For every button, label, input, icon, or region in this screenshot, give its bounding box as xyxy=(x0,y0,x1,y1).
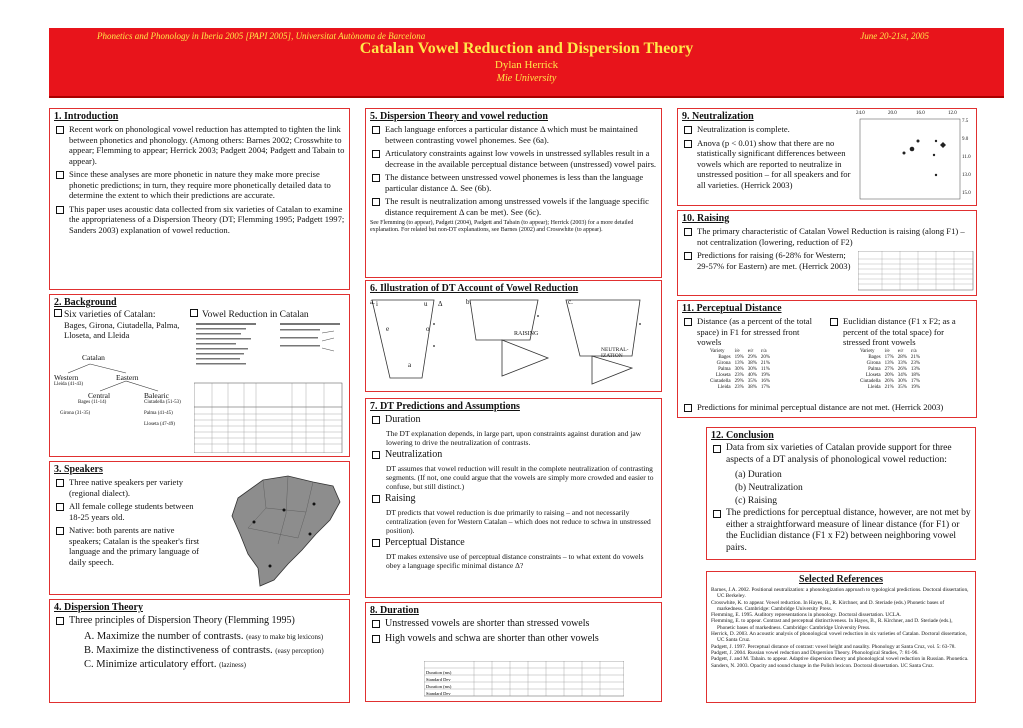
list-item: Distance (as a percent of the total space) in F1 for stressed front vowels xyxy=(682,316,822,348)
section-introduction xyxy=(49,108,350,290)
duration-table xyxy=(424,661,624,697)
conclusion-item: (a) Duration xyxy=(735,470,782,480)
list-item: The predictions for perceptual distance, however, are not met by either a straightforward measure of linear distance (for F1) or the Euclidian distance (F1 x F2) between neighboring vowel pairs. xyxy=(711,508,971,554)
f1-distance-table: Variety i/e e/ɛ ɛ/a Bages 19% 29% 20% Girona 13% 38% 21% Palma 30% 30% 11% Lloseta 23% 40% 19% Ciutadella 29% 35% 16% Lleida 23% 38% 17% xyxy=(710,348,771,390)
section-background xyxy=(49,294,350,457)
footnote: See Flemming (to appear), Padgett (2004), Padgett and Tabain (to appear); Herrick (2003) for a more detailed explanation. For related but non-DT explanations, see Barnes (2002) and Crosswhite (to appear). xyxy=(370,220,634,233)
section-title: 6. Illustration of DT Account of Vowel Reduction xyxy=(370,283,579,294)
summary-table-graphic xyxy=(194,381,344,453)
prediction-neutralization: Neutralization xyxy=(370,449,657,461)
section-speakers xyxy=(49,461,350,595)
prediction-text: DT makes extensive use of perceptual distance constraints – to what extent do vowels obey a language specific minimal distance Δ? xyxy=(386,552,644,570)
raising-label: RAISING xyxy=(514,331,539,337)
list-item: This paper uses acoustic data collected from six varieties of Catalan to examine the appropriateness of a Dispersion Theory (DT; Flemming 1995; Padgett 1997; Sanders 2003) explanation of vowel reduction. xyxy=(54,204,345,236)
section-title: 10. Raising xyxy=(682,213,730,224)
list-item: The result is neutralization among unstressed vowels if the language specific distance requirement Δ can be met). See (6c). xyxy=(370,196,657,217)
section-title: 5. Dispersion Theory and vowel reduction xyxy=(370,111,548,122)
list-item: All female college students between 18-25 years old. xyxy=(54,501,204,522)
dt-illustration-graphic xyxy=(370,296,658,386)
dialect-tree xyxy=(54,351,189,451)
duration-row-label: Standard Dev xyxy=(426,691,451,696)
section-dt-predictions xyxy=(365,398,662,598)
duration-row-label: Standard Dev xyxy=(426,677,451,682)
references-title: Selected References xyxy=(799,574,883,585)
section-title: 8. Duration xyxy=(370,605,419,616)
section-perceptual-distance xyxy=(677,300,977,418)
section-title: 12. Conclusion xyxy=(711,430,774,441)
section-title: 11. Perceptual Distance xyxy=(682,303,782,314)
prediction-text: The DT explanation depends, in large part, upon constraints against duration and jaw lowering to drive the neutralization of contrasts. xyxy=(386,429,642,447)
reference: Flemming, E. to appear. Contrast and perceptual distinctiveness. In Hayes, B., R. Kirchner, and D. Steriade (eds.), Phonetic bases of markedness. Cambridge: Cambridge University Press. xyxy=(711,618,953,631)
principle-b: B. Maximize the distinctiveness of contrasts. (easy perception) xyxy=(84,645,324,656)
list-item: Native: both parents are native speakers; Catalan is the speaker's first language and the primary language of daily speech. xyxy=(54,525,204,567)
panel-a-label: a. xyxy=(370,298,375,306)
conference-name: Phonetics and Phonology in Iberia 2005 [PAPI 2005], Universitat Autònoma de Barcelona xyxy=(97,31,426,41)
list-item: Data from six varieties of Catalan provide support for three aspects of a DT analysis of phonological vowel reduction: xyxy=(711,443,971,466)
reference: Barnes, J.A. 2002. Positional neutralization: a phonologization approach to typological predictions. Doctoral dissertation, UC Berkeley. xyxy=(711,587,969,600)
list-item: Recent work on phonological vowel reduction has attempted to tighten the link between phonetics and phonology. (Among others: Barnes 2002; Crosswhite to appear; Flemming to appear; Herrick 2003; Padgett 2004; Padgett and Tabain to appear). xyxy=(54,124,345,166)
axis-tick: 9.0 xyxy=(962,137,969,142)
reference: Sanders, N. 2003. Opacity and sound change in the Polish lexicon. Doctoral dissertation. UC Santa Cruz. xyxy=(711,662,934,669)
varieties-list: Bages, Girona, Ciutadella, Palma, Lloseta, and Lleida xyxy=(64,320,180,340)
conference-date: June 20-21st, 2005 xyxy=(860,31,929,41)
reference: Crosswhite, K. to appear. Vowel reduction. In Hayes, B., R. Kirchner, and D. Steriade (eds.) Phonetic bases of markedness. Cambridge: Cambridge University Press. xyxy=(711,599,945,612)
section-title: 2. Background xyxy=(54,297,117,308)
tree-bages: Bages (11-14) xyxy=(78,400,107,405)
axis-tick: 20.0 xyxy=(888,111,897,116)
duration-row-label: Duration (ms) xyxy=(426,670,452,675)
list-item: Neutralization is complete. xyxy=(682,124,852,135)
delta-label: Δ xyxy=(438,300,443,308)
prediction-duration: Duration xyxy=(370,414,657,426)
axis-tick: 7.5 xyxy=(962,119,969,124)
vowel-i: i xyxy=(376,300,378,308)
author: Dylan Herrick xyxy=(494,59,559,71)
list-item: The primary characteristic of Catalan Vowel Reduction is raising (along F1) – not centralization (lowering, reduction of F2) xyxy=(682,226,972,247)
euclidian-distance-table: Variety i/e e/ɛ ɛ/a Bages 17% 28% 21% Girona 13% 33% 23% Palma 27% 26% 13% Lloseta 20% 34% 18% Ciutadella 26% 30% 17% Lleida 21% 35% 19% xyxy=(860,348,921,390)
vowel-reduction-chart xyxy=(194,321,344,377)
reference: Herrick, D. 2003. An acoustic analysis of phonological vowel reduction in six varieties of Catalan. Doctoral dissertation, UC Santa Cruz. xyxy=(711,631,967,644)
tree-girona: Girona (31-35) xyxy=(60,411,91,416)
tree-lloseta: Lloseta (47-49) xyxy=(144,422,175,427)
list-item: The distance between unstressed vowel phonemes is less than the language particular distance Δ. See (6b). xyxy=(370,172,657,193)
vowel-u: u xyxy=(424,300,428,308)
list-item: Predictions for minimal perceptual distance are not met. (Herrick 2003) xyxy=(682,402,972,413)
axis-tick: 16.0 xyxy=(916,111,925,116)
varieties-lead: Six varieties of Catalan: xyxy=(54,309,182,320)
poster-header xyxy=(49,28,1004,98)
bullet-icon xyxy=(190,309,198,317)
axis-tick: 13.0 xyxy=(962,173,971,178)
panel-c-label: c. xyxy=(568,298,573,306)
vowel-e: e xyxy=(386,325,390,333)
raising-table xyxy=(858,251,974,291)
axis-tick: 12.0 xyxy=(948,111,957,116)
axis-tick: 24.0 xyxy=(856,111,865,116)
poster-title: Catalan Vowel Reduction and Dispersion Theory xyxy=(359,40,694,57)
section-references xyxy=(706,571,976,703)
tree-central: Central xyxy=(88,391,111,400)
list-item: Anova (p < 0.01) show that there are no statistically significant differences between vowels which are reported to neutralize in unstressed position – for all speakers and for all varieties. (Herrick 2003) xyxy=(682,138,852,191)
university: Mie University xyxy=(496,73,557,84)
list-item: Unstressed vowels are shorter than stressed vowels xyxy=(370,618,657,630)
section-raising xyxy=(677,210,977,296)
vowel-reduction-figure xyxy=(194,321,344,377)
prediction-text: DT predicts that vowel reduction is due primarily to raising – and not necessarily centralization (even for Western Catalan – which does not reduce to schwa in unstressed position). xyxy=(386,508,651,535)
neutralization-label: NEUTRAL- IZATION xyxy=(601,347,629,359)
conclusion-item: (c) Raising xyxy=(735,496,777,506)
conclusion-item: (b) Neutralization xyxy=(735,483,803,493)
tree-balearic: Balearic xyxy=(144,391,169,400)
section-title: 4. Dispersion Theory xyxy=(54,602,143,613)
section-title: 7. DT Predictions and Assumptions xyxy=(370,401,520,412)
formant-plot xyxy=(856,111,974,203)
prediction-perceptual: Perceptual Distance xyxy=(370,537,657,549)
prediction-text: DT assumes that vowel reduction will result in the complete neutralization of contrasting segments. (If not, one could argue that the vowels are simply more crowded and easier to confuse, but still distinct.) xyxy=(386,464,654,491)
section-duration xyxy=(365,602,662,702)
section-conclusion xyxy=(706,427,976,560)
list-item: Since these analyses are more phonetic in nature they make more precise phonetic predictions; in turn, they require more phonetically detailed data to determine the extent to which their predictions are accurate. xyxy=(54,169,345,201)
list-item: Each language enforces a particular distance Δ which must be maintained between contrasting vowel phonemes. See (6a). xyxy=(370,124,657,145)
vowel-reduction-heading: Vowel Reduction in Catalan xyxy=(190,309,309,320)
section-neutralization xyxy=(677,108,977,206)
section-dt-vowel-reduction xyxy=(365,108,662,278)
section-title: 9. Neutralization xyxy=(682,111,754,122)
neutralization-plot xyxy=(856,111,974,203)
bullet-icon xyxy=(54,309,62,317)
vowel-o: o xyxy=(426,325,430,333)
reference: Padgett, J. 1997. Perceptual distance of contrast: vowel height and nasality. Phonology at Santa Cruz, vol. 5: 63-78. xyxy=(711,643,956,650)
section-title: 3. Speakers xyxy=(54,464,103,475)
list-item: Articulatory constraints against low vowels in unstressed syllables result in a decrease in the available perceptual distance between (unstressed) vowel pairs. xyxy=(370,148,657,169)
vowel-a: a xyxy=(408,361,412,369)
reference: Flemming, E. 1995. Auditory representations in phonology. Doctoral dissertation. UCLA. xyxy=(711,612,902,619)
tree-ciutadella: Ciutadella (51-53) xyxy=(144,400,181,405)
section-title: 1. Introduction xyxy=(54,111,119,122)
axis-tick: 11.0 xyxy=(962,155,971,160)
tree-western: Western xyxy=(54,373,79,382)
tree-lleida: Lleida (41-43) xyxy=(54,382,84,387)
tree-root: Catalan xyxy=(82,353,105,362)
axis-tick: 15.0 xyxy=(962,191,971,196)
tree-palma: Palma (41-45) xyxy=(144,411,173,416)
list-item: High vowels and schwa are shorter than other vowels xyxy=(370,633,657,645)
principle-c: C. Minimize articulatory effort. (laziness) xyxy=(84,659,246,670)
panel-b-label: b. xyxy=(466,298,472,306)
section-dispersion-theory xyxy=(49,599,350,703)
list-item: Three native speakers per variety (regional dialect). xyxy=(54,477,204,498)
reference: Padgett, J. and M. Tabain. to appear. Adaptive dispersion theory and phonological vowel reduction in Russian. Phonetica. xyxy=(711,656,969,663)
list-item: Three principles of Dispersion Theory (Flemming 1995) xyxy=(54,615,345,627)
section-dt-illustration xyxy=(365,280,662,392)
variety-summary-table xyxy=(194,381,344,453)
prediction-raising: Raising xyxy=(370,493,657,505)
reference: Padgett, J. 2004. Russian vowel reduction and Dispersion Theory. Phonological Studies, 7: 81-96. xyxy=(711,649,919,656)
list-item: Predictions for raising (6-28% for Western; 29-57% for Eastern) are met. (Herrick 2003) xyxy=(682,250,852,271)
principle-a: A. Maximize the number of contrasts. (easy to make big lexicons) xyxy=(84,631,324,642)
duration-row-label: Duration (ms) xyxy=(426,684,452,689)
catalonia-map xyxy=(218,468,346,592)
map-graphic xyxy=(218,468,346,592)
list-item: Euclidian distance (F1 x F2; as a percent of the total space) for stressed front vowels xyxy=(828,316,973,348)
tree-eastern: Eastern xyxy=(116,373,139,382)
